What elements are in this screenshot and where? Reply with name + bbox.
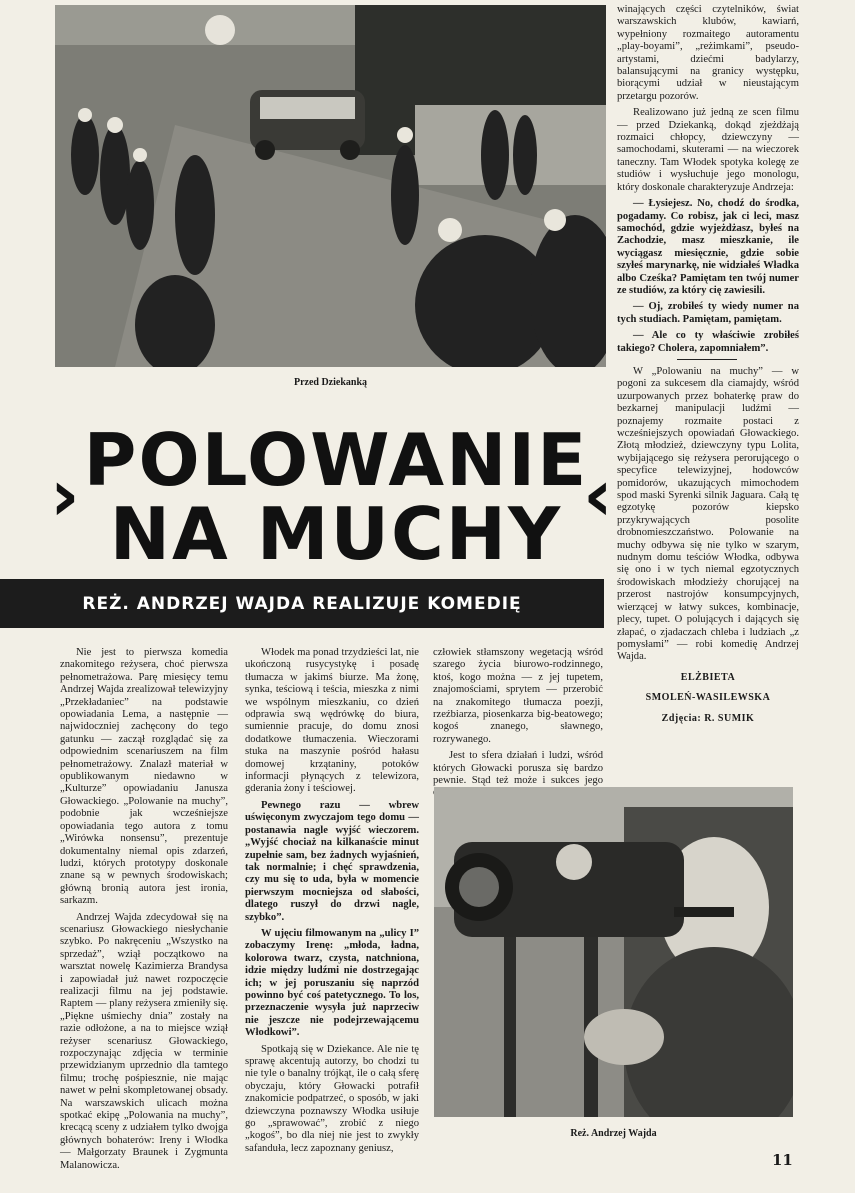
right-paragraph: W „Polowaniu na muchy” — w pogoni za sukcesem dla ciamajdy, wśród uzurpowanych przez bohaterkę praw do bezkarnej manipulacji ludźmi — poznajemy rozmaite postaci z wcześniejszych opowiadań Głowackiego. Złotą młodzież, dziewczyny typu Lolita, wybijającego się reżysera perorującego o specyfice telewizyjnej, hodowców pomidorów, ukazujących mimochodem spod maski Syrenki silnik Jaguara. Całą tę egzotykę pozorów kiepsko przykrywających posolite drobnomieszczaństwo. Polowanie na muchy odbywa się nie tylko w szarym, nudnym domu teściów Włodka, odbywa się ono i w tych niemal egzotycznych środowiskach młodzieży chorującej na przerost nastrojów konsumpcyjnych, wierzącej w łatwy sukces, kombinacje, plecy, tupet. O polujących i dających się złapać, o zjadaczach chleba i ludziach „z pomysłami” — robi komedię Andrzej Wajda. <box>617 365 799 663</box>
right-paragraph: Realizowano już jedną ze scen filmu — przed Dziekanką, dokąd zjeżdżają rozmaici chłopcy, dziewczyny — samochodami, skuterami — na wieczorek taneczny. Tam Włodek spotyka kolegę ze studiów i wysłuchuje jego monologu, który doskonale charakteryzuje Andrzeja: <box>617 107 799 193</box>
col2-paragraph: Pewnego razu — wbrew uświęconym zwyczajom tego domu — postanawia nagle wyjść wieczorem. „Wyjść chociaż na kilkanaście minut zupełnie sam, bez żadnych wyjaśnień, tak normalnie; i chęć sprawdzenia, czy mu się to uda, była w momencie pierwszym mocniejsza od słabości, dlatego ruszył do drzwi nagle, szybko”. <box>245 799 419 923</box>
col3-paragraph: Jest to sfera działań i ludzi, wśród których Głowacki porusza się bardzo pewnie. Stąd też może i sukces jego <box>433 750 603 787</box>
right-column-text <box>617 4 799 725</box>
page-number: 11 <box>772 1151 793 1169</box>
subtitle-banner: REŻ. ANDRZEJ WAJDA REALIZUJE KOMEDIĘ <box>0 579 604 628</box>
right-paragraph: — Ale co ty właściwie zrobiłeś takiego? Cholera, zapomniałem”. <box>617 330 799 354</box>
street-scene-image <box>55 5 606 367</box>
headline-line-2: NA MUCHY <box>109 492 563 576</box>
col2-paragraph: W ujęciu filmowanym na „ulicy I” zobaczymy Irenę: „młoda, ładna, kolorowa twarz, czysta, natchniona, idzie między ludźmi nie dostrzegając ich; w jej poruszaniu się naprzód powinno być coś patetycznego. To los, przeznaczenie wysyła już naprzeciw nie jeszcze nie podejrzewającemu Włodkowi”. <box>245 927 419 1039</box>
photo-credit: Zdjęcia: R. SUMIK <box>661 712 755 724</box>
col2-paragraph: Spotkają się w Dziekance. Ale nie tę sprawę akcentują autorzy, bo chodzi tu nie tyle o banalny trójkąt, ile o całą sferę obyczaju, który Głowacki potrafił znakomicie podpatrzeć, o sposób, w jaki dziewczyna poznawszy Włodka usiłuje go „sprawować”, zrobić z niego „kogoś”, bo dla niej nie jest to zwykły safanduła, lecz zapoznany geniusz, <box>245 1043 419 1154</box>
column-2-text <box>245 647 419 1159</box>
top-photo-caption: Przed Dziekanką <box>293 377 368 388</box>
right-paragraph: — Oj, zrobiłeś ty wiedy numer na tych studiach. Pamiętam, pamiętam. <box>617 301 799 325</box>
right-paragraph: winających części czytelników, świat warszawskich klubów, kawiarń, wypełniony rozmaitego autoramentu „play-boyami”, „reżimkami”, pseudo-artystami, dziećmi badylarzy, balansującymi na granicy występku, biorącymi udział w nieustającym przetargu pozorów. <box>617 4 799 102</box>
author-name: ELŻBIETA <box>680 671 736 683</box>
column-divider <box>677 359 737 360</box>
right-paragraph: — Łysiejesz. No, chodź do środka, pogadamy. Co robisz, jak ci leci, masz samochód, gdzie wyjeżdżasz, byłeś na Zachodzie, masz mieszkanie, ile wyciągasz miesięcznie, gdzie sobie szyłeś marynarkę, nie widziałeś Władka albo Cześka? Pamiętam ten twój numer ze studiów, za który cię zawiesili. <box>617 198 799 296</box>
author-surname: SMOLEŃ-WASILEWSKA <box>645 692 771 704</box>
col1-paragraph: Andrzej Wajda zdecydował się na scenariusz Głowackiego niesłychanie szybko. Po nakręceniu „Wszystko na sprzedaż”, wziął początkowo na warsztat nowelę Kazimierza Brandysa i zapowiadał już nawet rozpoczęcie realizacji filmu na jej podstawie. Raptem — plany reżysera zmieniły się. „Piękne uśmiechy dnia” zostały na razie odłożone, a na to miejsce wziął reżyser scenariusz Głowackiego, rozpoczynając zdjęcia w terminie przewidzianym uprzednio dla tamtego filmu; trochę pośpiesznie, nie mając nawet w pełni skompletowanej obsady. Na warszawskich ulicach można spotkać ekipę „Polowania na muchy”, krecącą sceny z udziałem tylko dwojga głównych bohaterów: Ireny i Włodka — Małgorzaty Braunek i Zygmunta Malanowicza. <box>60 911 228 1171</box>
bottom-photo <box>434 787 793 1117</box>
col1-paragraph: Nie jest to pierwsza komedia znakomitego reżysera, choć pierwsza pełnometrażowa. Parę miesięcy temu Andrzej Wajda zrealizował telewizyjny „Przekładaniec” na podstawie opowiadania Lema, a następnie — najwidoczniej zachęcony do tego gatunku — zaczął rozglądać się za odpowiednim scenariuszem na film pełnometrażowy. Znalazł materiał w opublikowanym niedawno w „Kulturze” opowiadaniu Janusza Głowackiego. „Polowanie na muchy”, podobnie jak wcześniejsze opowiadania tego autora z tomu „Wirówka nonsensu”, prezentuje dokumentalny niemal opis zdarzeń, ludzi, których prototypy doskonale znane są w pewnych środowiskach; główną bronią autora jest ironia, sarkazm. <box>60 647 228 907</box>
col3-paragraph: człowiek stłamszony wegetacją wśród szarego życia biurowo-rodzinnego, ktoś, kogo można — z jej tupetem, znajomościami, sprytem — przerobić na znakomitego tłumacza poezji, rzeźbiarza, piosenkarza big-beatowego; kogoś znanego, sławnego, rozrywanego. <box>433 647 603 745</box>
headline-left-mark: › <box>50 453 82 537</box>
top-photo <box>55 5 606 367</box>
column-3-text <box>433 647 603 804</box>
column-1-text <box>60 647 228 1176</box>
col2-paragraph: Włodek ma ponad trzydzieści lat, nie ukończoną rusycystykę i posadę tłumacza w jakimś biurze. Ma żonę, synka, teściową i teścia, mieszka z nimi we wspólnym mieszkaniu, co dzień odprawia swą wędrówkę do biura, sumiennie pracuje, do domu znosi dodatkowe tłumaczenia. Wieczorami stuka na maszynie pośród hałasu domowej krzątaniny, potoków informacji płynących z telewizora, gderania żony i teściowej. <box>245 647 419 795</box>
headline-right-mark: ‹ <box>583 453 615 537</box>
bottom-photo-caption: Reż. Andrzej Wajda <box>570 1128 657 1139</box>
headline-line-1: POLOWANIE <box>83 418 589 502</box>
director-camera-image <box>434 787 793 1117</box>
